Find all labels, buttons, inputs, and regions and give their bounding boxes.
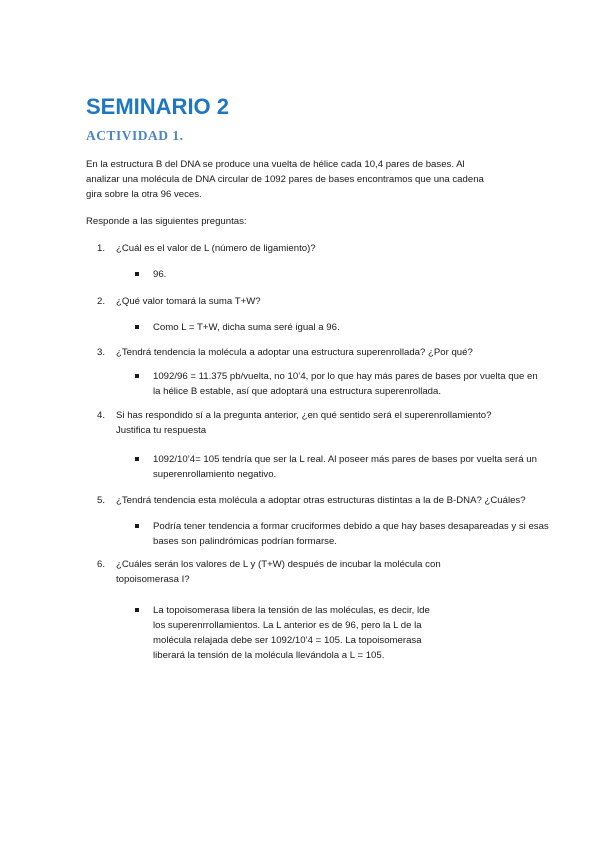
answer-line: 96. xyxy=(153,269,167,280)
answer-line: liberará la tensión de la molécula llevándola a L = 105. xyxy=(153,650,385,661)
instructions-text: Responde a las siguientes preguntas: xyxy=(86,216,247,227)
answer-line: molécula relajada debe ser 1092/10’4 = 105. La topoisomerasa xyxy=(153,635,422,646)
question-line: ¿Cuál es el valor de L (número de ligamiento)? xyxy=(116,243,316,254)
question-line: ¿Tendrá tendencia esta molécula a adoptar otras estructuras distintas a la de B-DNA? ¿Cuáles? xyxy=(116,495,526,506)
answer-line: 1092/96 = 11.375 pb/vuelta, no 10’4, por lo que hay más pares de bases por vuelta que en xyxy=(153,371,538,382)
question-line: ¿Qué valor tomará la suma T+W? xyxy=(116,296,261,307)
question-line: ¿Tendrá tendencia la molécula a adoptar una estructura superenrollada? ¿Por qué? xyxy=(116,347,473,358)
bullet-icon xyxy=(135,374,139,378)
question-line: topoisomerasa I? xyxy=(116,574,190,585)
intro-line: analizar una molécula de DNA circular de 1092 pares de bases encontramos que una cadena xyxy=(86,174,484,185)
question-text xyxy=(116,408,491,438)
answer-line: Podría tener tendencia a formar cruciformes debido a que hay bases desapareadas y si esas xyxy=(153,521,549,532)
question-line: ¿Cuáles serán los valores de L y (T+W) después de incubar la molécula con xyxy=(116,559,441,570)
question-line: Justifica tu respuesta xyxy=(116,425,207,436)
section-heading: ACTIVIDAD 1. xyxy=(86,128,184,143)
question-number: 1. xyxy=(97,243,106,254)
answer-text xyxy=(153,603,430,663)
question-number: 4. xyxy=(97,410,106,421)
question-text xyxy=(116,345,473,360)
bullet-icon xyxy=(135,524,139,528)
answer-line: La topoisomerasa libera la tensión de las moléculas, es decir, lde xyxy=(153,605,430,616)
question-text xyxy=(116,241,316,256)
question-text xyxy=(116,557,441,587)
question-number: 6. xyxy=(97,559,106,570)
answer-line: superenrollamiento negativo. xyxy=(153,469,277,480)
answer-text xyxy=(153,320,340,335)
answer-text xyxy=(153,267,166,282)
bullet-icon xyxy=(135,272,139,276)
answer-line: Como L = T+W, dicha suma seré igual a 96. xyxy=(153,322,340,333)
answer-line: los superenrrollamientos. La L anterior es de 96, pero la L de la xyxy=(153,620,422,631)
bullet-icon xyxy=(135,325,139,329)
question-text xyxy=(116,294,261,309)
intro-line: gira sobre la otra 96 veces. xyxy=(86,189,202,200)
intro-line: En la estructura B del DNA se produce una vuelta de hélice cada 10,4 pares de bases. Al xyxy=(86,159,465,170)
question-text xyxy=(116,493,526,508)
answer-line: la hélice B estable, así que adoptará una estructura superenrollada. xyxy=(153,386,441,397)
answer-text xyxy=(153,369,538,399)
bullet-icon xyxy=(135,608,139,612)
question-number: 3. xyxy=(97,347,106,358)
question-number: 5. xyxy=(97,495,106,506)
question-number: 2. xyxy=(97,296,106,307)
page-title: SEMINARIO 2 xyxy=(86,94,230,119)
intro-paragraph xyxy=(86,157,506,202)
answer-line: 1092/10’4= 105 tendría que ser la L real. Al poseer más pares de bases por vuelta será un xyxy=(153,454,537,465)
question-line: Si has respondido sí a la pregunta anterior, ¿en qué sentido será el superenrollamiento? xyxy=(116,410,492,421)
answer-text xyxy=(153,519,549,549)
answer-line: bases son palindrómicas podrían formarse. xyxy=(153,536,337,547)
answer-text xyxy=(153,452,537,482)
bullet-icon xyxy=(135,457,139,461)
